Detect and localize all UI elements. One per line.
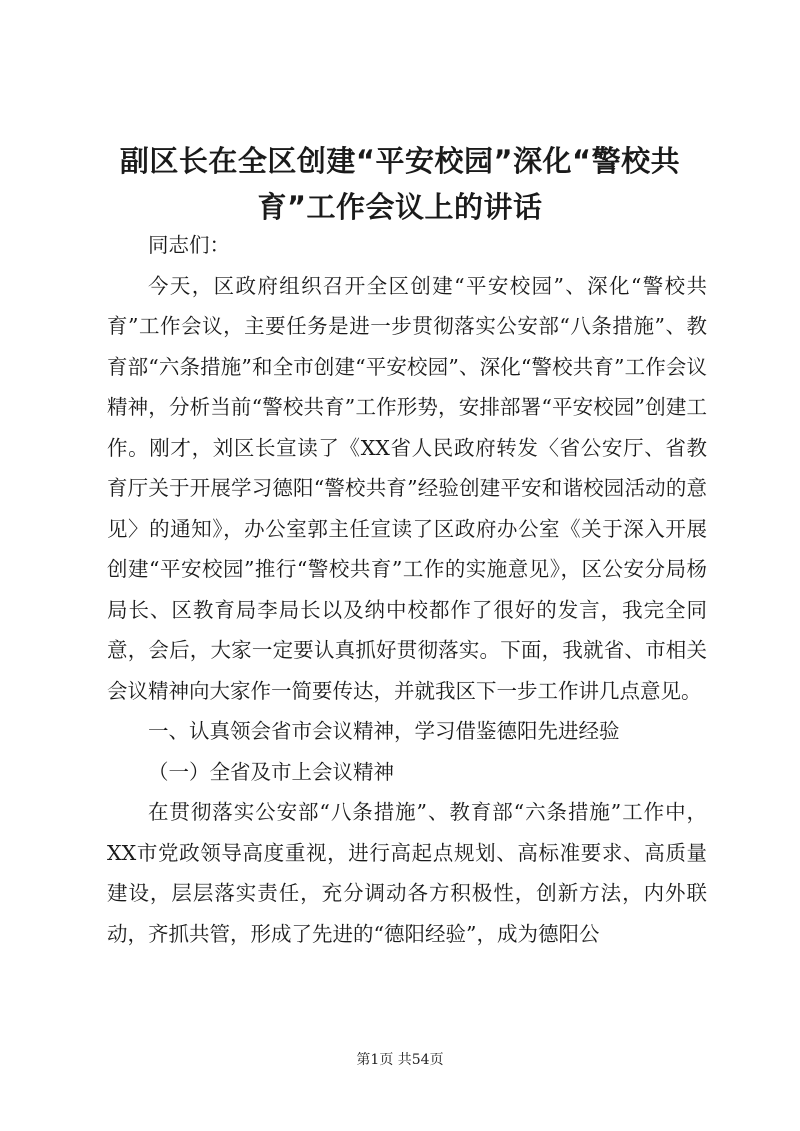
subsection-heading: （一）全省及市上会议精神 — [148, 759, 394, 784]
section-heading: 一、认真领会省市会议精神，学习借鉴德阳先进经验 — [148, 719, 620, 743]
document-body — [107, 225, 707, 954]
document-title — [80, 138, 720, 230]
title-line-1: 副区长在全区创建“平安校园”深化“警校共 — [119, 144, 681, 178]
salutation-paragraph: 同志们： — [148, 233, 230, 257]
intro-paragraph: 今天，区政府组织召开全区创建“平安校园”、深化“警校共育”工作会议，主要任务是进一步贯彻落实公安部“八条措施”、教育部“六条措施”和全市创建“平安校园”、深化“警校共育”工作会议精神，分析当前“警校共育”工作形势，安排部署“平安校园”创建工作。刚才，刘区长宣读了《XX省人民政府转发〈省公安厅、省教育厅关于开展学习德阳“警校共育”经验创建平安和谐校园活动的意见〉的通知》，办公室郭主任宣读了区政府办公室《关于深入开展创建“平安校园”推行“警校共育”工作的实施意见》，区公安分局杨局长、区教育局李局长以及纳中校都作了很好的发言，我完全同意，会后，大家一定要认真抓好贯彻落实。下面，我就省、市相关会议精神向大家作一简要传达，并就我区下一步工作讲几点意见。 — [107, 273, 707, 703]
page-number-footer: 第1页 共54页 — [356, 1052, 444, 1068]
body-paragraph: 在贯彻落实公安部“八条措施”、教育部“六条措施”工作中，XX市党政领导高度重视，进行高起点规划、高标准要求、高质量建设，层层落实责任，充分调动各方积极性，创新方法，内外联动，齐抓共管，形成了先进的“德阳经验”，成为德阳公 — [107, 800, 707, 946]
title-line-2: 育”工作会议上的讲话 — [257, 190, 543, 224]
